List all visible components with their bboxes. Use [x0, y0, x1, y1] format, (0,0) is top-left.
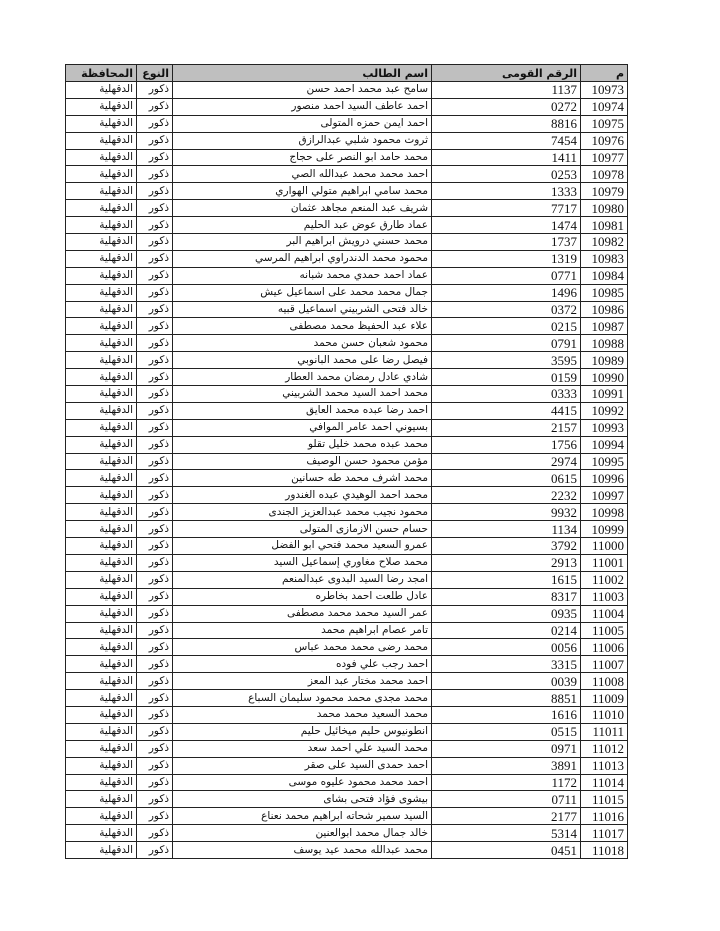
national-id-cell: 1615 — [432, 571, 581, 588]
gender-cell: ذكور — [137, 605, 173, 622]
student-list-table — [65, 64, 628, 859]
governorate-cell: الدقهلية — [66, 791, 137, 808]
table-row — [66, 791, 628, 808]
serial-cell: 11001 — [581, 554, 628, 571]
serial-cell: 10977 — [581, 149, 628, 166]
gender-cell: ذكور — [137, 132, 173, 149]
governorate-cell: الدقهلية — [66, 487, 137, 504]
gender-cell: ذكور — [137, 504, 173, 521]
gender-cell: ذكور — [137, 706, 173, 723]
serial-cell: 11015 — [581, 791, 628, 808]
serial-cell: 10988 — [581, 335, 628, 352]
gender-cell: ذكور — [137, 318, 173, 335]
student-name-cell: محمد السعيد محمد محمد — [173, 706, 432, 723]
governorate-cell: الدقهلية — [66, 250, 137, 267]
gender-cell: ذكور — [137, 538, 173, 555]
governorate-cell: الدقهلية — [66, 554, 137, 571]
gender-cell: ذكور — [137, 436, 173, 453]
governorate-cell: الدقهلية — [66, 706, 137, 723]
table-row — [66, 436, 628, 453]
national-id-cell: 0253 — [432, 166, 581, 183]
gender-cell: ذكور — [137, 402, 173, 419]
table-row — [66, 453, 628, 470]
governorate-cell: الدقهلية — [66, 234, 137, 251]
header-row — [66, 65, 628, 82]
table-row — [66, 639, 628, 656]
student-name-cell: عماد احمد حمدي محمد شبانه — [173, 267, 432, 284]
student-name-cell: السيد سمير شحاته ابراهيم محمد نعناع — [173, 808, 432, 825]
serial-cell: 10989 — [581, 352, 628, 369]
serial-cell: 11005 — [581, 622, 628, 639]
gender-cell: ذكور — [137, 690, 173, 707]
national-id-cell: 0215 — [432, 318, 581, 335]
student-name-cell: بسيوني احمد عامر الموافي — [173, 419, 432, 436]
student-name-cell: احمد رضا عبده محمد العايق — [173, 402, 432, 419]
gender-cell: ذكور — [137, 554, 173, 571]
national-id-cell: 0791 — [432, 335, 581, 352]
student-name-cell: احمد محمد مختار عبد المعز — [173, 673, 432, 690]
serial-cell: 10983 — [581, 250, 628, 267]
national-id-cell: 3315 — [432, 656, 581, 673]
serial-cell: 11002 — [581, 571, 628, 588]
gender-cell: ذكور — [137, 521, 173, 538]
serial-cell: 11013 — [581, 757, 628, 774]
governorate-cell: الدقهلية — [66, 386, 137, 403]
serial-cell: 10974 — [581, 98, 628, 115]
student-name-cell: محمد عبدالله محمد عيد يوسف — [173, 842, 432, 859]
gender-cell: ذكور — [137, 335, 173, 352]
student-name-cell: عمرو السعيد محمد فتحي ابو الفضل — [173, 538, 432, 555]
serial-cell: 10973 — [581, 82, 628, 99]
national-id-cell: 2177 — [432, 808, 581, 825]
header-national-id: الرقم القومى — [432, 65, 581, 82]
table-row — [66, 757, 628, 774]
gender-cell: ذكور — [137, 487, 173, 504]
gender-cell: ذكور — [137, 723, 173, 740]
national-id-cell: 1496 — [432, 284, 581, 301]
national-id-cell: 8851 — [432, 690, 581, 707]
gender-cell: ذكور — [137, 740, 173, 757]
gender-cell: ذكور — [137, 825, 173, 842]
table-row — [66, 842, 628, 859]
governorate-cell: الدقهلية — [66, 470, 137, 487]
national-id-cell: 1737 — [432, 234, 581, 251]
student-name-cell: جمال محمد محمد على اسماعيل عيش — [173, 284, 432, 301]
table-row — [66, 470, 628, 487]
national-id-cell: 0372 — [432, 301, 581, 318]
gender-cell: ذكور — [137, 622, 173, 639]
governorate-cell: الدقهلية — [66, 825, 137, 842]
serial-cell: 10997 — [581, 487, 628, 504]
table-row — [66, 82, 628, 99]
serial-cell: 10996 — [581, 470, 628, 487]
student-name-cell: محمود محمد الدندراوي ابراهيم المرسي — [173, 250, 432, 267]
governorate-cell: الدقهلية — [66, 115, 137, 132]
student-name-cell: محمد رضى محمد محمد عباس — [173, 639, 432, 656]
serial-cell: 10987 — [581, 318, 628, 335]
table-row — [66, 352, 628, 369]
governorate-cell: الدقهلية — [66, 842, 137, 859]
governorate-cell: الدقهلية — [66, 639, 137, 656]
serial-cell: 10984 — [581, 267, 628, 284]
serial-cell: 10998 — [581, 504, 628, 521]
student-name-cell: محمد سامي ابراهيم متولي الهواري — [173, 183, 432, 200]
gender-cell: ذكور — [137, 352, 173, 369]
governorate-cell: الدقهلية — [66, 571, 137, 588]
governorate-cell: الدقهلية — [66, 149, 137, 166]
national-id-cell: 8317 — [432, 588, 581, 605]
serial-cell: 10994 — [581, 436, 628, 453]
gender-cell: ذكور — [137, 98, 173, 115]
national-id-cell: 0711 — [432, 791, 581, 808]
table-row — [66, 774, 628, 791]
gender-cell: ذكور — [137, 774, 173, 791]
student-name-cell: شادي عادل رمضان محمد العطار — [173, 369, 432, 386]
table-row — [66, 301, 628, 318]
national-id-cell: 1134 — [432, 521, 581, 538]
student-name-cell: عماد طارق عوض عبد الحليم — [173, 217, 432, 234]
gender-cell: ذكور — [137, 149, 173, 166]
student-name-cell: احمد محمد محمد عبدالله الصي — [173, 166, 432, 183]
serial-cell: 11016 — [581, 808, 628, 825]
national-id-cell: 2974 — [432, 453, 581, 470]
gender-cell: ذكور — [137, 183, 173, 200]
table-row — [66, 335, 628, 352]
national-id-cell: 2232 — [432, 487, 581, 504]
gender-cell: ذكور — [137, 250, 173, 267]
gender-cell: ذكور — [137, 757, 173, 774]
gender-cell: ذكور — [137, 200, 173, 217]
gender-cell: ذكور — [137, 267, 173, 284]
governorate-cell: الدقهلية — [66, 453, 137, 470]
serial-cell: 11018 — [581, 842, 628, 859]
national-id-cell: 0039 — [432, 673, 581, 690]
national-id-cell: 3595 — [432, 352, 581, 369]
serial-cell: 11010 — [581, 706, 628, 723]
governorate-cell: الدقهلية — [66, 335, 137, 352]
serial-cell: 10975 — [581, 115, 628, 132]
national-id-cell: 9932 — [432, 504, 581, 521]
governorate-cell: الدقهلية — [66, 740, 137, 757]
table-row — [66, 200, 628, 217]
gender-cell: ذكور — [137, 234, 173, 251]
governorate-cell: الدقهلية — [66, 588, 137, 605]
table-row — [66, 284, 628, 301]
serial-cell: 10999 — [581, 521, 628, 538]
governorate-cell: الدقهلية — [66, 352, 137, 369]
gender-cell: ذكور — [137, 791, 173, 808]
governorate-cell: الدقهلية — [66, 690, 137, 707]
governorate-cell: الدقهلية — [66, 98, 137, 115]
table-row — [66, 149, 628, 166]
table-row — [66, 115, 628, 132]
student-name-cell: خالد فتحى الشربيني اسماعيل قبيه — [173, 301, 432, 318]
student-name-cell: محمد حامد ابو النصر على حجاج — [173, 149, 432, 166]
gender-cell: ذكور — [137, 284, 173, 301]
national-id-cell: 0971 — [432, 740, 581, 757]
governorate-cell: الدقهلية — [66, 318, 137, 335]
national-id-cell: 0333 — [432, 386, 581, 403]
national-id-cell: 2157 — [432, 419, 581, 436]
national-id-cell: 1137 — [432, 82, 581, 99]
table-row — [66, 808, 628, 825]
table-body — [66, 82, 628, 859]
governorate-cell: الدقهلية — [66, 656, 137, 673]
gender-cell: ذكور — [137, 301, 173, 318]
student-name-cell: ثروت محمود شلبي عبدالرازق — [173, 132, 432, 149]
table-row — [66, 571, 628, 588]
table-row — [66, 132, 628, 149]
student-name-cell: علاء عبد الحفيظ محمد مصطفى — [173, 318, 432, 335]
serial-cell: 11007 — [581, 656, 628, 673]
governorate-cell: الدقهلية — [66, 808, 137, 825]
table-row — [66, 234, 628, 251]
student-name-cell: مؤمن محمود حسن الوصيف — [173, 453, 432, 470]
national-id-cell: 0771 — [432, 267, 581, 284]
student-name-cell: عمر السيد محمد محمد مصطفى — [173, 605, 432, 622]
student-name-cell: احمد ايمن حمزه المتولى — [173, 115, 432, 132]
student-name-cell: محمود نجيب محمد عبدالعزيز الجندى — [173, 504, 432, 521]
governorate-cell: الدقهلية — [66, 538, 137, 555]
serial-cell: 10991 — [581, 386, 628, 403]
table-row — [66, 98, 628, 115]
header-governorate: المحافظة — [66, 65, 137, 82]
student-name-cell: انطونيوس حليم ميخائيل حليم — [173, 723, 432, 740]
governorate-cell: الدقهلية — [66, 436, 137, 453]
national-id-cell: 0451 — [432, 842, 581, 859]
governorate-cell: الدقهلية — [66, 267, 137, 284]
student-name-cell: امجد رضا السيد البدوى عبدالمنعم — [173, 571, 432, 588]
serial-cell: 10981 — [581, 217, 628, 234]
table-row — [66, 183, 628, 200]
student-name-cell: محمد حسني درويش ابراهيم البر — [173, 234, 432, 251]
serial-cell: 11004 — [581, 605, 628, 622]
gender-cell: ذكور — [137, 419, 173, 436]
student-name-cell: خالد جمال محمد ابوالعنين — [173, 825, 432, 842]
serial-cell: 10986 — [581, 301, 628, 318]
national-id-cell: 1172 — [432, 774, 581, 791]
table-row — [66, 588, 628, 605]
governorate-cell: الدقهلية — [66, 622, 137, 639]
student-name-cell: تامر عصام ابراهيم محمد — [173, 622, 432, 639]
gender-cell: ذكور — [137, 588, 173, 605]
serial-cell: 11017 — [581, 825, 628, 842]
national-id-cell: 3792 — [432, 538, 581, 555]
student-name-cell: شريف عبد المنعم مجاهد عثمان — [173, 200, 432, 217]
gender-cell: ذكور — [137, 673, 173, 690]
governorate-cell: الدقهلية — [66, 301, 137, 318]
national-id-cell: 4415 — [432, 402, 581, 419]
student-name-cell: احمد عاطف السيد احمد منصور — [173, 98, 432, 115]
national-id-cell: 0515 — [432, 723, 581, 740]
student-name-cell: محمد صلاح مغاوري إسماعيل السيد — [173, 554, 432, 571]
student-name-cell: احمد رجب علي فوده — [173, 656, 432, 673]
student-name-cell: محمد السيد علي احمد سعد — [173, 740, 432, 757]
serial-cell: 10993 — [581, 419, 628, 436]
table-row — [66, 267, 628, 284]
governorate-cell: الدقهلية — [66, 605, 137, 622]
gender-cell: ذكور — [137, 470, 173, 487]
serial-cell: 10992 — [581, 402, 628, 419]
table-row — [66, 521, 628, 538]
national-id-cell: 1333 — [432, 183, 581, 200]
table-row — [66, 622, 628, 639]
table-row — [66, 605, 628, 622]
header-student-name: اسم الطالب — [173, 65, 432, 82]
student-name-cell: احمد حمدى السيد على صقر — [173, 757, 432, 774]
governorate-cell: الدقهلية — [66, 166, 137, 183]
national-id-cell: 1319 — [432, 250, 581, 267]
student-name-cell: محمد اشرف محمد طه حسانين — [173, 470, 432, 487]
governorate-cell: الدقهلية — [66, 132, 137, 149]
table-row — [66, 250, 628, 267]
governorate-cell: الدقهلية — [66, 82, 137, 99]
serial-cell: 10976 — [581, 132, 628, 149]
student-name-cell: محمد عبده محمد خليل تقلو — [173, 436, 432, 453]
table-row — [66, 656, 628, 673]
national-id-cell: 1616 — [432, 706, 581, 723]
governorate-cell: الدقهلية — [66, 757, 137, 774]
gender-cell: ذكور — [137, 453, 173, 470]
serial-cell: 10995 — [581, 453, 628, 470]
table-row — [66, 706, 628, 723]
national-id-cell: 7717 — [432, 200, 581, 217]
national-id-cell: 7454 — [432, 132, 581, 149]
governorate-cell: الدقهلية — [66, 402, 137, 419]
serial-cell: 11009 — [581, 690, 628, 707]
table-row — [66, 538, 628, 555]
national-id-cell: 0615 — [432, 470, 581, 487]
gender-cell: ذكور — [137, 115, 173, 132]
serial-cell: 11011 — [581, 723, 628, 740]
serial-cell: 11014 — [581, 774, 628, 791]
national-id-cell: 0214 — [432, 622, 581, 639]
governorate-cell: الدقهلية — [66, 200, 137, 217]
table-row — [66, 723, 628, 740]
table-row — [66, 419, 628, 436]
gender-cell: ذكور — [137, 369, 173, 386]
serial-cell: 10979 — [581, 183, 628, 200]
governorate-cell: الدقهلية — [66, 284, 137, 301]
governorate-cell: الدقهلية — [66, 183, 137, 200]
gender-cell: ذكور — [137, 571, 173, 588]
table-row — [66, 504, 628, 521]
national-id-cell: 0272 — [432, 98, 581, 115]
table-row — [66, 740, 628, 757]
serial-cell: 10990 — [581, 369, 628, 386]
table-row — [66, 554, 628, 571]
national-id-cell: 0935 — [432, 605, 581, 622]
serial-cell: 11000 — [581, 538, 628, 555]
serial-cell: 10978 — [581, 166, 628, 183]
student-name-cell: سامح عبد محمد احمد حسن — [173, 82, 432, 99]
gender-cell: ذكور — [137, 808, 173, 825]
gender-cell: ذكور — [137, 656, 173, 673]
table-row — [66, 690, 628, 707]
serial-cell: 10980 — [581, 200, 628, 217]
national-id-cell: 3891 — [432, 757, 581, 774]
governorate-cell: الدقهلية — [66, 419, 137, 436]
student-name-cell: محمد مجدى محمد محمود سليمان السباع — [173, 690, 432, 707]
table-row — [66, 217, 628, 234]
table-header — [66, 65, 628, 82]
gender-cell: ذكور — [137, 166, 173, 183]
table-row — [66, 318, 628, 335]
student-name-cell: محمد احمد السيد محمد الشربيني — [173, 386, 432, 403]
gender-cell: ذكور — [137, 639, 173, 656]
national-id-cell: 1756 — [432, 436, 581, 453]
national-id-cell: 2913 — [432, 554, 581, 571]
serial-cell: 10985 — [581, 284, 628, 301]
student-name-cell: محمود شعبان حسن محمد — [173, 335, 432, 352]
serial-cell: 11006 — [581, 639, 628, 656]
table-row — [66, 825, 628, 842]
header-gender: النوع — [137, 65, 173, 82]
governorate-cell: الدقهلية — [66, 521, 137, 538]
student-name-cell: محمد احمد الوهيدي عبده الغندور — [173, 487, 432, 504]
national-id-cell: 0056 — [432, 639, 581, 656]
governorate-cell: الدقهلية — [66, 504, 137, 521]
serial-cell: 11008 — [581, 673, 628, 690]
national-id-cell: 1474 — [432, 217, 581, 234]
table-row — [66, 369, 628, 386]
header-serial: م — [581, 65, 628, 82]
governorate-cell: الدقهلية — [66, 774, 137, 791]
table-row — [66, 166, 628, 183]
national-id-cell: 0159 — [432, 369, 581, 386]
governorate-cell: الدقهلية — [66, 369, 137, 386]
governorate-cell: الدقهلية — [66, 723, 137, 740]
gender-cell: ذكور — [137, 82, 173, 99]
governorate-cell: الدقهلية — [66, 673, 137, 690]
national-id-cell: 5314 — [432, 825, 581, 842]
national-id-cell: 8816 — [432, 115, 581, 132]
serial-cell: 11012 — [581, 740, 628, 757]
student-name-cell: حسام حسن الازمازى المتولى — [173, 521, 432, 538]
student-name-cell: بيشوى فؤاد فتحى بشاى — [173, 791, 432, 808]
table-row — [66, 386, 628, 403]
serial-cell: 10982 — [581, 234, 628, 251]
governorate-cell: الدقهلية — [66, 217, 137, 234]
gender-cell: ذكور — [137, 842, 173, 859]
table-row — [66, 487, 628, 504]
national-id-cell: 1411 — [432, 149, 581, 166]
student-name-cell: فيصل رضا على محمد البانوبي — [173, 352, 432, 369]
gender-cell: ذكور — [137, 386, 173, 403]
table-row — [66, 673, 628, 690]
gender-cell: ذكور — [137, 217, 173, 234]
student-name-cell: احمد محمد محمود عليوه موسى — [173, 774, 432, 791]
serial-cell: 11003 — [581, 588, 628, 605]
table-row — [66, 402, 628, 419]
student-name-cell: عادل طلعت احمد بخاطره — [173, 588, 432, 605]
